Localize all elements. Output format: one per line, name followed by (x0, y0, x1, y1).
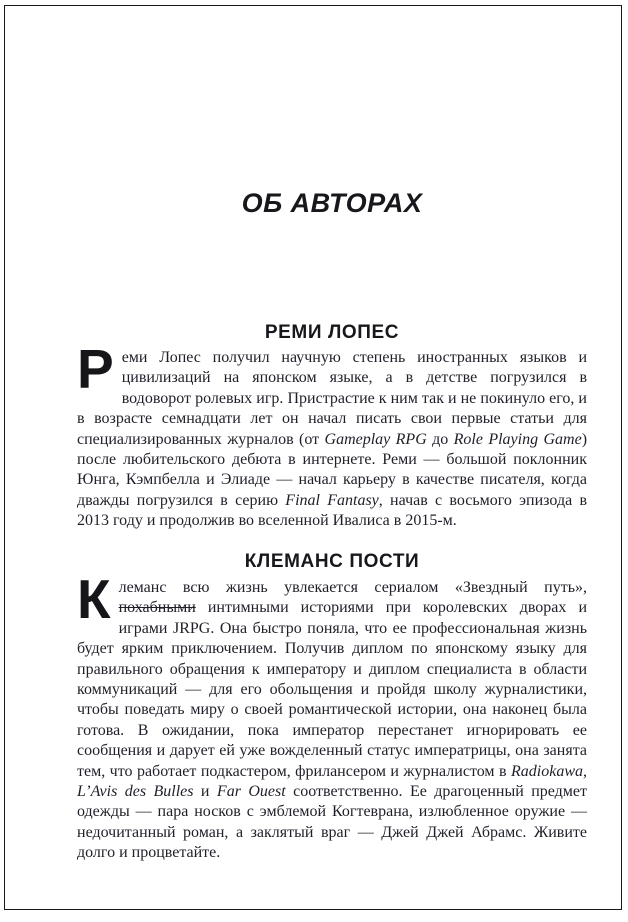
text-run: ) после любительского дебюта в интернете. Реми — большой поклонник Юнга, Кэмпбелла и Элиаде — начал карьеру в качестве писателя, когда дважды погрузился в серию (77, 430, 588, 509)
italic-text: Role Playing Game (453, 430, 582, 448)
text-run: и (193, 783, 217, 801)
book-page (4, 5, 622, 910)
italic-text: Far Ouest (216, 783, 286, 801)
drop-cap-letter: Р (77, 338, 114, 400)
italic-text: Radiokawa (511, 762, 583, 780)
author-heading-clemence-posti: КЛЕМАНС ПОСТИ (244, 551, 420, 572)
bio-text (77, 338, 588, 530)
text-run: , начав с восьмого эпизода в 2013 году и продолжив во вселенной Ивалиса в 2015-м. (77, 491, 588, 530)
italic-text: Gameplay RPG (324, 430, 427, 448)
text-run: еми Лопес получил научную степень иностранных языков и цивилизаций на японском языке, а в детстве погрузился в водоворот ролевых игр. Пристрастие к ним так и не покинуло его, и в возрасте семнадцати лет он начал писать свои первые статьи для специализированных журналов (от (77, 349, 587, 448)
text-run: до (426, 430, 454, 448)
text-run: соответственно. Ее драгоценный предмет одежды — пара носков с эмблемой Когтеврана, излюбленное оружие — недочитанный роман, а заклятый враг — Джей Джей Абрамс. Живите долго и процветайте. (77, 783, 588, 862)
italic-text: Final Fantasy (285, 491, 379, 509)
drop-cap-letter: К (77, 568, 111, 630)
struck-text: похабными (118, 599, 196, 617)
author-heading-remi-lopes: РЕМИ ЛОПЕС (264, 322, 400, 343)
text-run: , (583, 762, 587, 780)
page-title: ОБ АВТОРАХ (241, 188, 423, 218)
author-bio-remi-lopes (77, 338, 588, 532)
text-run: леманс всю жизнь увлекается сериалом «Звездный путь», (118, 579, 587, 596)
text-run: интимными историями при королевских дворах и играми JRPG. Она быстро поняла, что ее профессиональная жизнь будет ярким приключением. Получив диплом по японскому языку для правильного обращения к императору и диплом специалиста в области коммуникаций — для его обольщения и пройдя школу журналистики, чтобы поведать миру о своей романтической истории, она наконец была готова. В ожидании, пока император перестанет игнорировать ее сообщения и дарует ей уже вожделенный статус императрицы, она занята тем, что работает подкастером, фрилансером и журналистом в (77, 599, 587, 780)
author-bio-clemence-posti (77, 568, 588, 864)
italic-text: L’Avis des Bulles (77, 783, 194, 801)
bio-text (77, 568, 588, 862)
